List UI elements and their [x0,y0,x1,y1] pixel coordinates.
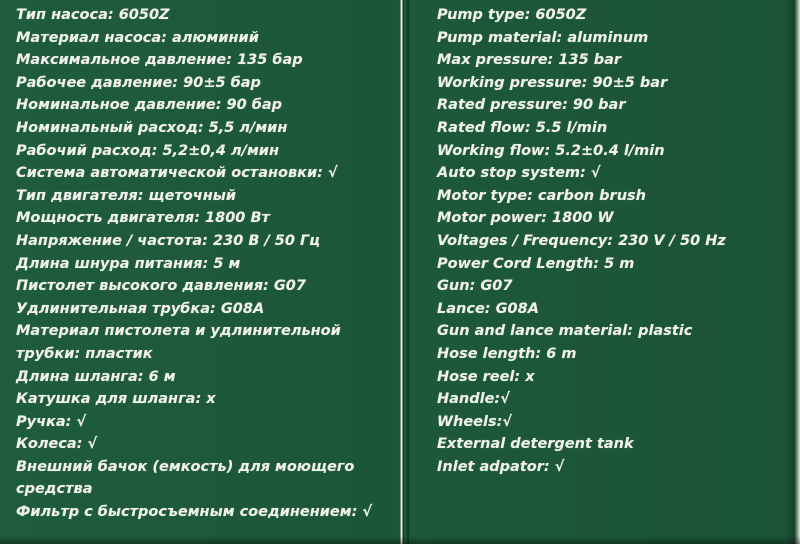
spec-pump-material-en: Pump material: aluminum [437,29,649,46]
spec-detergent-tank-ru: Внешний бачок (емкость) для моющего средства [16,458,355,498]
spec-rated-pressure-en: Rated pressure: 90 bar [437,97,626,114]
spec-hose-reel-ru: Катушка для шланга: x [16,391,216,408]
spec-auto-stop-en: Auto stop system: √ [437,165,601,182]
spec-auto-stop-ru: Система автоматической остановки: √ [16,165,338,182]
spec-filter-ru: Фильтр с быстросъемным соединением: √ [16,504,373,521]
column-divider-shadow [407,0,409,544]
spec-working-flow-en: Working flow: 5.2±0.4 l/min [437,142,665,159]
spec-hose-length-en: Hose length: 6 m [437,345,577,362]
spec-hose-length-ru: Длина шланга: 6 м [16,368,176,385]
spec-wheels-ru: Колеса: √ [16,436,98,453]
spec-lance-ru: Удлинительная трубка: G08A [16,300,265,317]
spec-rated-flow-ru: Номинальный расход: 5,5 л/мин [16,119,288,136]
spec-detergent-tank-en: External detergent tank [437,436,634,453]
column-divider [400,0,404,544]
spec-rated-pressure-ru: Номинальное давление: 90 бар [16,97,283,114]
spec-motor-power-ru: Мощность двигателя: 1800 Вт [16,210,270,227]
spec-working-pressure-ru: Рабочее давление: 90±5 бар [16,74,261,91]
spec-max-pressure-ru: Максимальное давление: 135 бар [16,52,303,69]
spec-pump-type-en: Pump type: 6050Z [437,7,587,23]
spec-gun-lance-material-en: Gun and lance material: plastic [437,323,693,340]
russian-spec-list [16,4,386,524]
spec-gun-ru: Пистолет высокого давления: G07 [16,278,306,295]
bottom-shadow [0,536,800,544]
spec-motor-type-ru: Тип двигателя: щеточный [16,187,237,204]
spec-handle-en: Handle:√ [437,391,510,408]
spec-lance-en: Lance: G08A [437,300,539,317]
spec-voltage-frequency-en: Voltages / Frequency: 230 V / 50 Hz [437,232,726,249]
spec-voltage-frequency-ru: Напряжение / частота: 230 В / 50 Гц [16,232,321,249]
spec-pump-material-ru: Материал насоса: алюминий [16,29,259,46]
spec-hose-reel-en: Hose reel: x [437,368,535,385]
spec-gun-lance-material-ru: Материал пистолета и удлинительной трубки: пластик [16,323,341,362]
spec-gun-en: Gun: G07 [437,278,513,295]
spec-pump-type-ru: Тип насоса: 6050Z [16,7,170,23]
spec-inlet-adaptor-en: Inlet adpator: √ [437,458,565,475]
spec-max-pressure-en: Max pressure: 135 bar [437,52,622,69]
spec-motor-power-en: Motor power: 1800 W [437,210,614,227]
spec-motor-type-en: Motor type: carbon brush [437,187,646,204]
spec-cord-length-ru: Длина шнура питания: 5 м [16,255,241,272]
spec-handle-ru: Ручка: √ [16,413,87,430]
box-edge [786,0,800,544]
spec-working-flow-ru: Рабочий расход: 5,2±0,4 л/мин [16,142,279,159]
spec-rated-flow-en: Rated flow: 5.5 l/min [437,119,608,136]
spec-cord-length-en: Power Cord Length: 5 m [437,255,635,272]
spec-working-pressure-en: Working pressure: 90±5 bar [437,74,668,91]
english-spec-list [437,4,787,478]
spec-wheels-en: Wheels:√ [437,413,513,430]
